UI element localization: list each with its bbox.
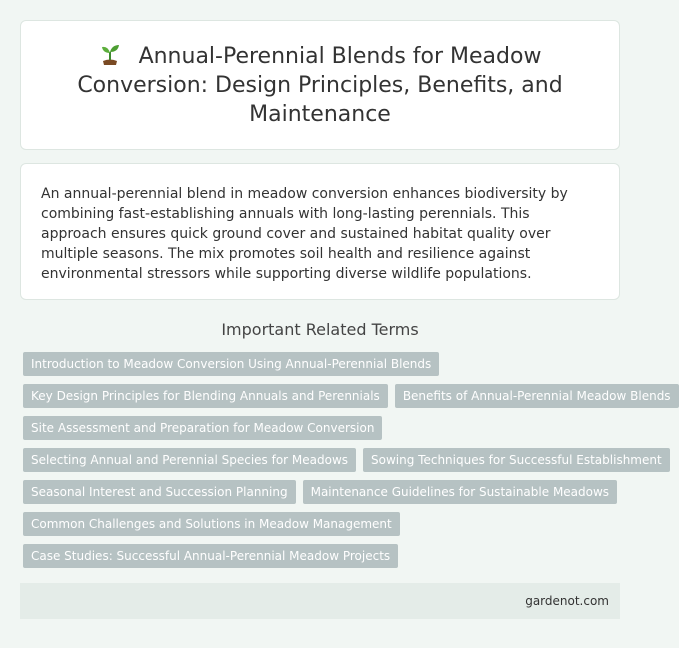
summary-card xyxy=(20,163,620,300)
footer xyxy=(20,583,620,619)
related-term-tag[interactable]: Selecting Annual and Perennial Species for Meadows xyxy=(23,448,356,472)
tag-row xyxy=(23,352,623,376)
tag-row xyxy=(23,544,623,568)
related-term-tag[interactable]: Case Studies: Successful Annual-Perennial Meadow Projects xyxy=(23,544,398,568)
related-term-tag[interactable]: Seasonal Interest and Succession Planning xyxy=(23,480,296,504)
title-card xyxy=(20,20,620,150)
sprout-icon xyxy=(99,42,121,66)
related-term-tag[interactable]: Common Challenges and Solutions in Meadow Management xyxy=(23,512,400,536)
related-term-tag[interactable]: Key Design Principles for Blending Annuals and Perennials xyxy=(23,384,388,408)
related-term-tag[interactable]: Maintenance Guidelines for Sustainable Meadows xyxy=(303,480,617,504)
related-terms-list xyxy=(23,352,671,576)
tag-row xyxy=(23,384,671,408)
related-term-tag[interactable]: Introduction to Meadow Conversion Using Annual-Perennial Blends xyxy=(23,352,439,376)
related-term-tag[interactable]: Sowing Techniques for Successful Establishment xyxy=(363,448,670,472)
page-title xyxy=(21,42,619,129)
tag-row xyxy=(23,448,662,472)
related-term-tag[interactable]: Site Assessment and Preparation for Meadow Conversion xyxy=(23,416,382,440)
summary-text: An annual-perennial blend in meadow conversion enhances biodiversity by combining fast-establishing annuals with long-lasting perennials. This approach ensures quick ground cover and sustained habitat quality over multiple seasons. The mix promotes soil health and resilience against environmental stressors while supporting diverse wildlife populations. xyxy=(41,186,568,282)
tag-row xyxy=(23,416,623,440)
site-name[interactable]: gardenot.com xyxy=(525,594,609,608)
page-title-text: Annual-Perennial Blends for Meadow Conversion: Design Principles, Benefits, and Maintenance xyxy=(77,43,563,127)
related-term-tag[interactable]: Benefits of Annual-Perennial Meadow Blends xyxy=(395,384,679,408)
related-terms-heading: Important Related Terms xyxy=(221,320,419,339)
tag-row xyxy=(23,480,623,504)
tag-row xyxy=(23,512,623,536)
